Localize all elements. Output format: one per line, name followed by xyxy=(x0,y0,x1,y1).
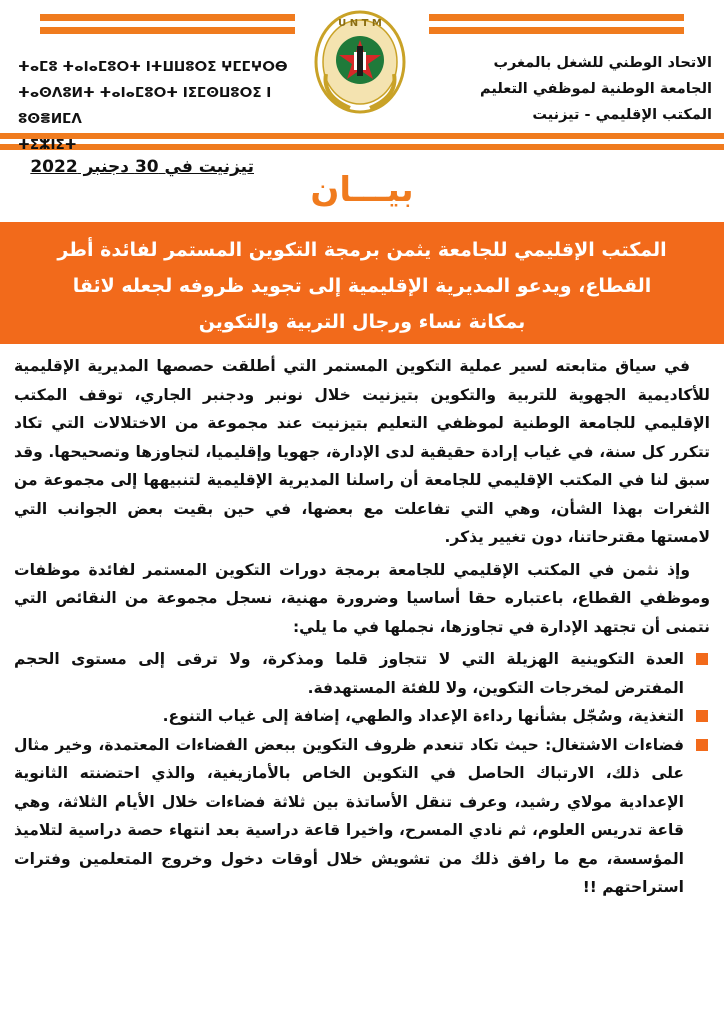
headline-line: بمكانة نساء ورجال التربية والتكوين xyxy=(198,311,526,333)
header-band xyxy=(429,27,684,34)
bullet-square-icon xyxy=(696,739,708,751)
bullet-text: فضاءات الاشتغال: حيث تكاد تنعدم ظروف التكوين ببعض الفضاءات المعتمدة، وخير مثال على ذلك، الارتباك الحاصل في التكوين الخاص بالأمازيغية، والذي احتضنته الثانوية الإعدادية مولاي رشيد، وعرف تنقل الأساتذة بين ثلاثة فضاءات خلال الأيام الثلاثة، وهي قاعة تدريس العلوم، ثم نادي المسرح، واخيرا قاعة دراسية بعد انتهاء حصة دراسية لتلاميذ المؤسسة، مع ما رافق ذلك من تشويش خلال أوقات دخول وخروج المتعلمين وفترات استراحتهم !! xyxy=(14,735,684,896)
org-line: ⵜⵉⵣⵏⵉⵜ xyxy=(18,137,77,153)
header-band xyxy=(40,27,295,34)
svg-text:U N T M: U N T M xyxy=(338,18,382,29)
bullet-text: التغذية، وسُجّل بشأنها رداءة الإعداد والطهي، إضافة إلى غياب التنوع. xyxy=(162,707,684,725)
body-paragraph: في سياق متابعته لسير عملية التكوين المستمر التي أطلقت حصصها المديرية الإقليمية للأكاديمية الجهوية للتربية والتكوين بتيزنيت خلال نونبر ودجنبر الجاري، توقف المكتب الإقليمي للجامعة الوطنية لموظفي التعليم بتيزنيت عند مجموعة من الاختلالات التي تكاد تتكرر كل سنة، في غياب إرادة حقيقية لدى الإدارة، جهويا وإقليميا، لتجاوزها وتصحيحها. وقد سبق لنا في المكتب الإقليمي للجامعة أن راسلنا المديرية الإقليمية لتنبيهها إلى مجموعة من الثغرات بهذا الشأن، وهي التي تفاعلت مع بعضها، في حين بقيت بعض الجوانب التي لامستها مقترحاتنا، دون تغيير يذكر. xyxy=(14,357,710,546)
organization-name-arabic xyxy=(452,50,712,128)
statement-body xyxy=(14,352,710,902)
headline-line: القطاع، ويدعو المديرية الإقليمية إلى تجويد ظروفه لجعله لائقا xyxy=(72,275,652,297)
bullet-item xyxy=(14,702,710,731)
bullet-item xyxy=(14,731,710,902)
document-title: بيـــان xyxy=(310,170,414,210)
letterhead xyxy=(0,0,724,153)
union-logo-icon xyxy=(312,6,408,116)
bullet-item xyxy=(14,645,710,702)
bullet-square-icon xyxy=(696,653,708,665)
org-line: الاتحاد الوطني للشغل بالمغرب xyxy=(493,55,712,71)
org-line: الجامعة الوطنية لموظفي التعليم xyxy=(480,81,712,97)
org-line: ⵜⴰⵎⵓ ⵜⴰⵏⴰⵎⵓⵔⵜ ⵏⵜⵡⵡⵓⵔⵉ ⵖⵎⵎⵖⵔⴱ xyxy=(18,59,288,75)
bullet-text: العدة التكوينية الهزيلة التي لا تتجاوز قلما ومذكرة، ولا ترقى إلى مستوى الحجم المفترض لمخرجات التكوين، ولا للفئة المستهدفة. xyxy=(14,650,684,697)
header-band xyxy=(429,14,684,21)
headline-line: المكتب الإقليمي للجامعة يثمن برمجة التكوين المستمر لفائدة أطر xyxy=(57,239,667,261)
bullet-square-icon xyxy=(696,710,708,722)
header-band xyxy=(40,14,295,21)
organization-name-tifinagh xyxy=(18,54,288,158)
document-date: تيزنيت في 30 دجنبر 2022 xyxy=(30,157,254,177)
org-line: المكتب الإقليمي - تيزنيت xyxy=(532,107,712,123)
body-paragraph: وإذ نثمن في المكتب الإقليمي للجامعة برمجة دورات التكوين المستمر لفائدة موظفات وموظفي القطاع، باعتباره حقا أساسيا وضرورة مهنية، نسجل مجموعة من النقائص التي نتمنى أن تجتهد الإدارة في تجاوزها، نجملها في ما يلي: xyxy=(14,560,710,636)
headline-banner xyxy=(0,222,724,344)
org-line: ⵜⴰⵙⴷⵓⵍⵜ ⵜⴰⵏⴰⵎⵓⵔⵜ ⵏⵉⵎⵙⵡⵓⵔⵉ ⵏ ⵓⵙⴻⵍⵎⴷ xyxy=(18,85,272,127)
